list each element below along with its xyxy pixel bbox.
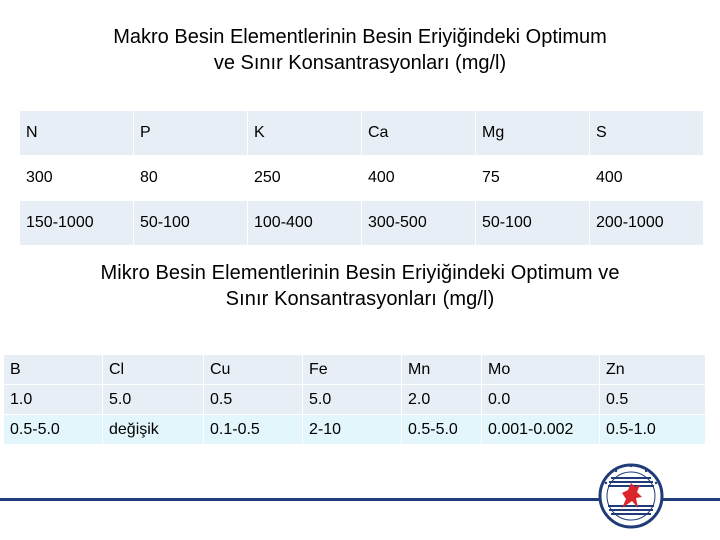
table-cell: Cu (204, 355, 303, 385)
table-cell: Ca (362, 111, 476, 156)
table-cell: K (248, 111, 362, 156)
macro-nutrients-table (19, 110, 704, 246)
micro-nutrients-table (3, 354, 706, 445)
table-cell: S (590, 111, 704, 156)
table-cell: 0.5 (600, 385, 706, 415)
table-cell: 50-100 (134, 201, 248, 246)
table-row (20, 201, 704, 246)
table-cell: 2-10 (303, 415, 402, 445)
table-cell: Mo (482, 355, 600, 385)
table-cell: B (4, 355, 103, 385)
table-row (20, 156, 704, 201)
table-cell: 5.0 (303, 385, 402, 415)
table-cell: değişik (103, 415, 204, 445)
table-cell: 300-500 (362, 201, 476, 246)
table-cell: Fe (303, 355, 402, 385)
table-row (4, 385, 706, 415)
table-cell: 400 (590, 156, 704, 201)
table-cell: 0.5-5.0 (4, 415, 103, 445)
table-cell: 250 (248, 156, 362, 201)
table-cell: N (20, 111, 134, 156)
table-cell: Mn (402, 355, 482, 385)
table-cell: 300 (20, 156, 134, 201)
macro-nutrients-title: Makro Besin Elementlerinin Besin Eriyiğindeki Optimum ve Sınır Konsantrasyonları (mg/l) (113, 26, 607, 74)
table-cell: 100-400 (248, 201, 362, 246)
table-cell: 200-1000 (590, 201, 704, 246)
table-row (4, 355, 706, 385)
table-cell: Zn (600, 355, 706, 385)
table-cell: Mg (476, 111, 590, 156)
table-cell: 0.0 (482, 385, 600, 415)
table-cell: 5.0 (103, 385, 204, 415)
table-cell: 150-1000 (20, 201, 134, 246)
table-cell: 400 (362, 156, 476, 201)
table-cell: Cl (103, 355, 204, 385)
table-cell: 0.1-0.5 (204, 415, 303, 445)
table-row (20, 111, 704, 156)
table-row (4, 415, 706, 445)
micro-nutrients-title: Mikro Besin Elementlerinin Besin Eriyiğindeki Optimum ve Sınır Konsantrasyonları (mg/l) (100, 262, 620, 310)
table-cell: P (134, 111, 248, 156)
table-cell: 80 (134, 156, 248, 201)
table-cell: 0.001-0.002 (482, 415, 600, 445)
table-cell: 75 (476, 156, 590, 201)
table-cell: 1.0 (4, 385, 103, 415)
university-seal-icon (598, 463, 664, 529)
table-cell: 0.5 (204, 385, 303, 415)
table-cell: 0.5-5.0 (402, 415, 482, 445)
table-cell: 50-100 (476, 201, 590, 246)
table-cell: 2.0 (402, 385, 482, 415)
table-cell: 0.5-1.0 (600, 415, 706, 445)
